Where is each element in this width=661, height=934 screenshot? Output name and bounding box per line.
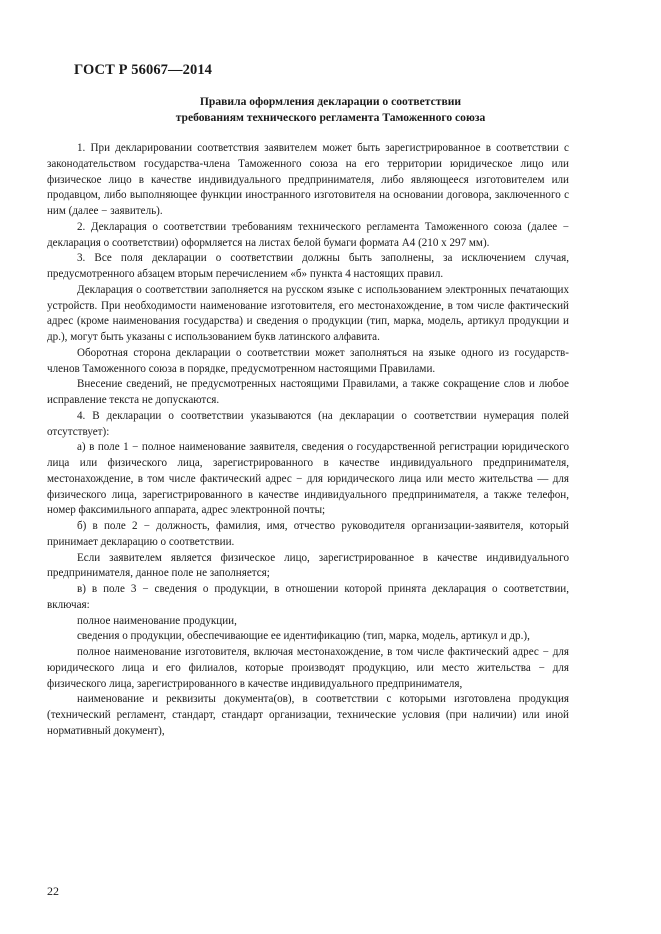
paragraph-field-1: а) в поле 1 − полное наименование заявителя, сведения о государственной регистрации юридического лица или физического лица, зарегистрированного в качестве индивидуального предпринимателя, местонахождение, в том числе фактический адрес − для юридического лица или место жительства — для физического лица, зарегистрированного в качестве индивидуального предпринимателя, а также телефон, номер факсимильного аппарата, адрес электронной почты; [47,441,569,517]
document-title-line-1: Правила оформления декларации о соответствии [199,95,462,108]
paragraph-no-corrections: Внесение сведений, не предусмотренных настоящими Правилами, а также сокращение слов и любое исправление текста не допускаются. [47,378,569,406]
paragraph-3-fields: 3. Все поля декларации о соответствии должны быть заполнены, за исключением случая, предусмотренного абзацем вторым перечислением «б» пункта 4 настоящих правил. [47,252,569,280]
paragraph-2-format: 2. Декларация о соответствии требованиям технического регламента Таможенного союза (далее − декларация о соответствии) оформляется на листах белой бумаги формата А4 (210 х 297 мм). [47,220,569,249]
page-number: 22 [47,884,59,898]
paragraph-product-identification: сведения о продукции, обеспечивающие ее идентификацию (тип, марка, модель, артикул и др.), [77,630,530,643]
paragraph-field-3: в) в поле 3 − сведения о продукции, в отношении которой принята декларация о соответствии, включая: [47,583,569,611]
paragraph-documents: наименование и реквизиты документа(ов), в соответствии с которыми изготовлена продукция (технический регламент, стандарт, стандарт организации, технические условия (при наличии) или иной нормативный документ), [47,693,569,737]
paragraph-reverse-side: Оборотная сторона декларации о соответствии может заполняться на языке одного из государств-членов Таможенного союза в порядке, предусмотренном настоящими Правилами. [47,346,569,375]
paragraph-field-2: б) в поле 2 − должность, фамилия, имя, отчество руководителя организации-заявителя, который принимает декларацию о соответствии. [47,520,569,548]
paragraph-language: Декларация о соответствии заполняется на русском языке с использованием электронных печатающих устройств. При необходимости наименование изготовителя, его местонахождение, в том числе фактический адрес (кроме наименования государства) и сведения о продукции (тип, марка, модель, артикул продукции и др.), могут быть указаны с использованием букв латинского алфавита. [47,283,569,343]
paragraph-manufacturer: полное наименование изготовителя, включая местонахождение, в том числе фактический адрес − для юридического лица и его филиалов, которые производят продукцию, или место жительства − для физического лица, зарегистрированного в качестве индивидуального предпринимателя, [47,646,569,690]
standard-code-header: ГОСТ Р 56067—2014 [74,62,213,78]
document-title-line-2: требованиям технического регламента Таможенного союза [175,111,486,124]
paragraph-1-applicant: 1. При декларировании соответствия заявителем может быть зарегистрированное в соответствии с законодательством государства-члена Таможенного союза на его территории юридическое лицо или физическое лицо в качестве индивидуального предпринимателя, либо являющееся изготовителем или продавцом, либо выполняющее функции иностранного изготовителя на основании договора, заключенного с ним (далее − заявитель). [47,142,569,217]
document-body [47,141,569,740]
paragraph-individual-applicant: Если заявителем является физическое лицо, зарегистрированное в качестве индивидуального предпринимателя, данное поле не заполняется; [47,551,569,580]
paragraph-4-fields-list: 4. В декларации о соответствии указываются (на декларации о соответствии нумерация полей отсутствует): [47,409,569,438]
paragraph-product-name: полное наименование продукции, [77,614,237,627]
